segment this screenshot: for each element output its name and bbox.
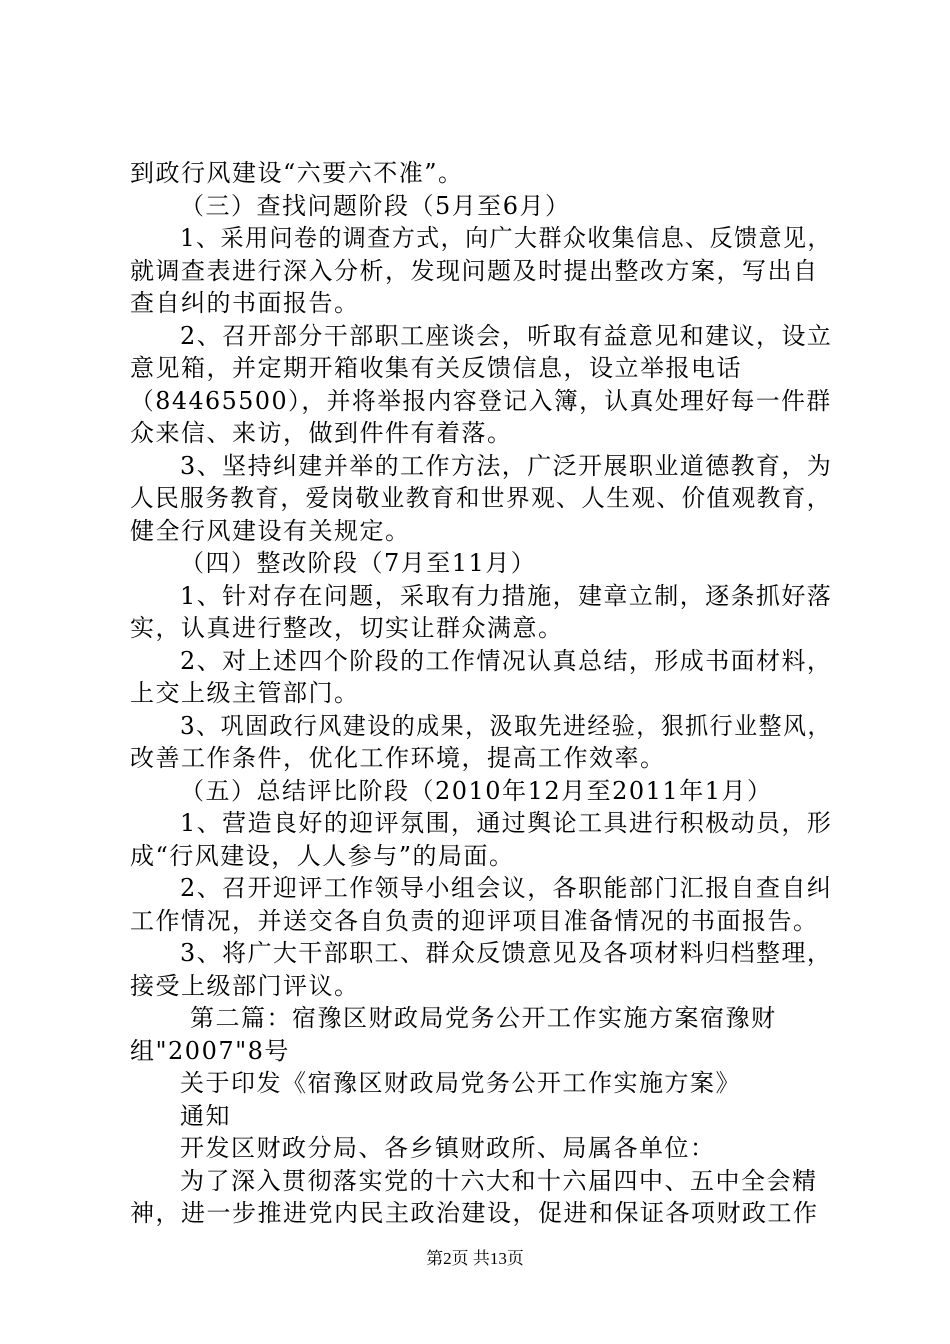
text-line: （四）整改阶段（7月至11月） [180,549,537,577]
text-line: 2、对上述四个阶段的工作情况认真总结，形成书面材料， [180,647,833,675]
text-line: 为了深入贯彻落实党的十六大和十六届四中、五中全会精 [180,1167,818,1195]
text-line: 人民服务教育，爱岗敬业教育和世界观、人生观、价值观教育， [130,484,832,512]
text-line: （84465500），并将举报内容登记入簿，认真处理好每一件群 [130,387,832,415]
text-line: 开发区财政分局、各乡镇财政所、局属各单位： [180,1134,716,1162]
text-line: 查自纠的书面报告。 [130,289,360,317]
text-line: 2、召开迎评工作领导小组会议，各职能部门汇报自查自纠 [180,874,833,902]
page-footer: 第2页 共13页 [426,1249,524,1268]
text-line: 2、召开部分干部职工座谈会，听取有益意见和建议，设立 [180,322,833,350]
text-line: 3、将广大干部职工、群众反馈意见及各项材料归档整理， [180,939,833,967]
text-line: 到政行风建设“六要六不准”。 [130,159,464,187]
text-line: 意见箱，并定期开箱收集有关反馈信息，设立举报电话 [130,354,742,382]
text-line: 工作情况，并送交各自负责的迎评项目准备情况的书面报告。 [130,907,819,935]
text-line: 成“行风建设，人人参与”的局面。 [130,842,515,870]
text-line: 实，认真进行整改，切实让群众满意。 [130,614,564,642]
text-line: 通知 [180,1102,231,1130]
text-line: 改善工作条件，优化工作环境，提高工作效率。 [130,744,666,772]
text-line: 3、坚持纠建并举的工作方法，广泛开展职业道德教育，为 [180,452,833,480]
text-line: 就调查表进行深入分析，发现问题及时提出整改方案，写出自 [130,257,819,285]
text-line: 神，进一步推进党内民主政治建设，促进和保证各项财政工作 [130,1199,819,1227]
text-line: 1、针对存在问题，采取有力措施，建章立制，逐条抓好落 [180,582,833,610]
text-line: 健全行风建设有关规定。 [130,517,411,545]
text-line: 关于印发《宿豫区财政局党务公开工作实施方案》 [180,1069,741,1097]
text-line: 组"2007"8号 [130,1037,290,1065]
text-line: 上交上级主管部门。 [130,679,360,707]
text-line: 众来信、来访，做到件件有着落。 [130,419,513,447]
text-line: （三）查找问题阶段（5月至6月） [180,192,571,220]
text-line: 1、营造良好的迎评氛围，通过舆论工具进行积极动员，形 [180,809,833,837]
text-line: 3、巩固政行风建设的成果，汲取先进经验，狠抓行业整风， [180,712,832,740]
text-line: 1、采用问卷的调查方式，向广大群众收集信息、反馈意见， [180,224,832,252]
text-line: （五）总结评比阶段（2010年12月至2011年1月） [180,777,773,805]
text-line: 第二篇：宿豫区财政局党务公开工作实施方案宿豫财 [190,1004,777,1032]
text-line: 接受上级部门评议。 [130,972,360,1000]
